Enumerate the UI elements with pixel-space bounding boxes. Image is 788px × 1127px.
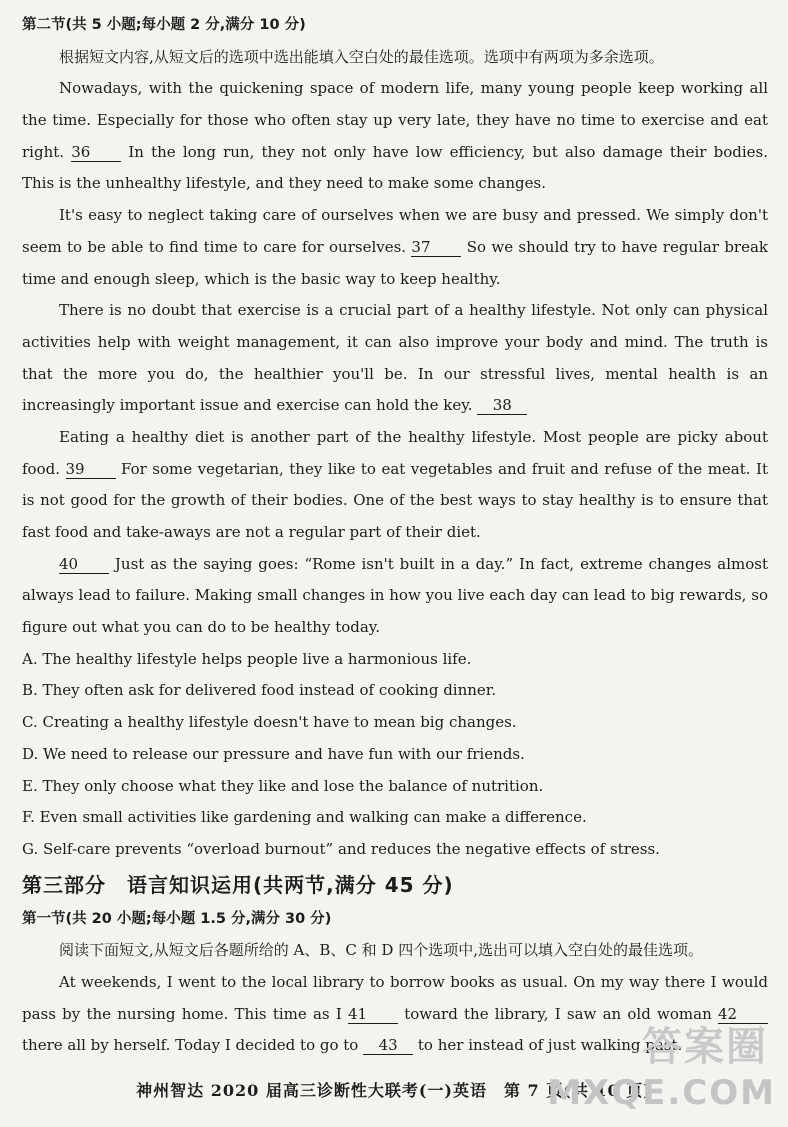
passage-line: is not good for the growth of their bodies. One of the best ways to stay healthy is to ensure that <box>22 491 768 510</box>
part3-heading: 第三部分 语言知识运用(共两节,满分 45 分) <box>22 872 454 897</box>
passage-line: Eating a healthy diet is another part of the healthy lifestyle. Most people are picky about <box>59 427 768 446</box>
passage-line: This is the unhealthy lifestyle, and they need to make some changes. <box>22 174 546 193</box>
blank-43: 43 <box>363 1037 413 1055</box>
passage-line: always lead to failure. Making small changes in how you live each day can lead to big rewards, so <box>22 586 768 605</box>
option-c: C. Creating a healthy lifestyle doesn't have to mean big changes. <box>22 713 517 732</box>
part3-section1-heading: 第一节(共 20 小题;每小题 1.5 分,满分 30 分) <box>22 910 332 927</box>
passage-line: It's easy to neglect taking care of ourselves when we are busy and pressed. We simply don't <box>59 206 768 225</box>
blank-37: 37 <box>411 239 461 257</box>
passage-text: there all by herself. Today I decided to go to <box>22 1036 359 1055</box>
part3-instruction: 阅读下面短文,从短文后各题所给的 A、B、C 和 D 四个选项中,选出可以填入空白处的最佳选项。 <box>59 941 703 960</box>
option-e: E. They only choose what they like and lose the balance of nutrition. <box>22 776 544 795</box>
blank-38: 38 <box>477 397 527 415</box>
passage-text: In the long run, they not only have low efficiency, but also damage their bodies. <box>128 142 768 161</box>
passage-line: figure out what you can do to be healthy today. <box>22 618 381 637</box>
passage-text: pass by the nursing home. This time as I <box>22 1004 342 1023</box>
passage-text: food. <box>22 459 60 478</box>
passage-line: fast food and take-aways are not a regular part of their diet. <box>22 523 481 541</box>
passage-text: right. <box>22 142 65 161</box>
page-footer: 神州智达 2020 届高三诊断性大联考(一)英语 第 7 页(共 10 页) <box>136 1081 652 1100</box>
option-f: F. Even small activities like gardening and walking can make a difference. <box>22 808 587 827</box>
passage-line <box>22 454 768 486</box>
passage-text: For some vegetarian, they like to eat vegetables and fruit and refuse of the meat. It <box>121 459 768 478</box>
option-b: B. They often ask for delivered food instead of cooking dinner. <box>22 681 497 700</box>
passage-text: toward the library, I saw an old woman <box>404 1004 712 1023</box>
blank-42: 42 <box>718 1006 768 1024</box>
passage-line: At weekends, I went to the local library to borrow books as usual. On my way there I would <box>59 972 768 991</box>
option-g: G. Self-care prevents “overload burnout” and reduces the negative effects of stress. <box>22 839 660 858</box>
passage-line <box>22 137 768 169</box>
passage-line: the time. Especially for those who often stay up very late, they have no time to exercise and eat <box>22 111 768 130</box>
passage-text: So we should try to have regular break <box>466 237 768 256</box>
option-a: A. The healthy lifestyle helps people live a harmonious life. <box>22 649 472 668</box>
passage-text: to her instead of just walking past. <box>417 1036 683 1055</box>
passage-line: time and enough sleep, which is the basic way to keep healthy. <box>22 269 501 288</box>
passage-line <box>22 232 768 264</box>
passage-line: activities help with weight management, it can also improve your body and mind. The truth is <box>22 332 768 351</box>
passage-text: Just as the saying goes: “Rome isn't built in a day.” In fact, extreme changes almost <box>114 554 768 573</box>
watermark-text: MXQE.COM <box>547 1073 776 1113</box>
option-d: D. We need to release our pressure and have fun with our friends. <box>22 744 525 763</box>
blank-36: 36 <box>71 144 121 162</box>
passage-line: that the more you do, the healthier you'll be. In our stressful lives, mental health is an <box>22 364 768 383</box>
blank-41: 41 <box>348 1006 398 1024</box>
passage-line: Nowadays, with the quickening space of modern life, many young people keep working all <box>59 79 768 98</box>
exam-page <box>22 10 768 1062</box>
blank-40: 40 <box>59 556 109 574</box>
passage-text: increasingly important issue and exercise can hold the key. <box>22 396 473 415</box>
passage-line: There is no doubt that exercise is a crucial part of a healthy lifestyle. Not only can physical <box>59 301 768 320</box>
blank-39: 39 <box>66 461 116 479</box>
passage-text: seem to be able to find time to care for ourselves. <box>22 237 407 256</box>
section2-instruction: 根据短文内容,从短文后的选项中选出能填入空白处的最佳选项。选项中有两项为多余选项。 <box>59 47 664 66</box>
passage-line <box>22 390 768 422</box>
watermark-logo: 答案圈 <box>642 1024 768 1070</box>
passage-line <box>22 549 768 581</box>
section2-heading: 第二节(共 5 小题;每小题 2 分,满分 10 分) <box>22 17 306 33</box>
